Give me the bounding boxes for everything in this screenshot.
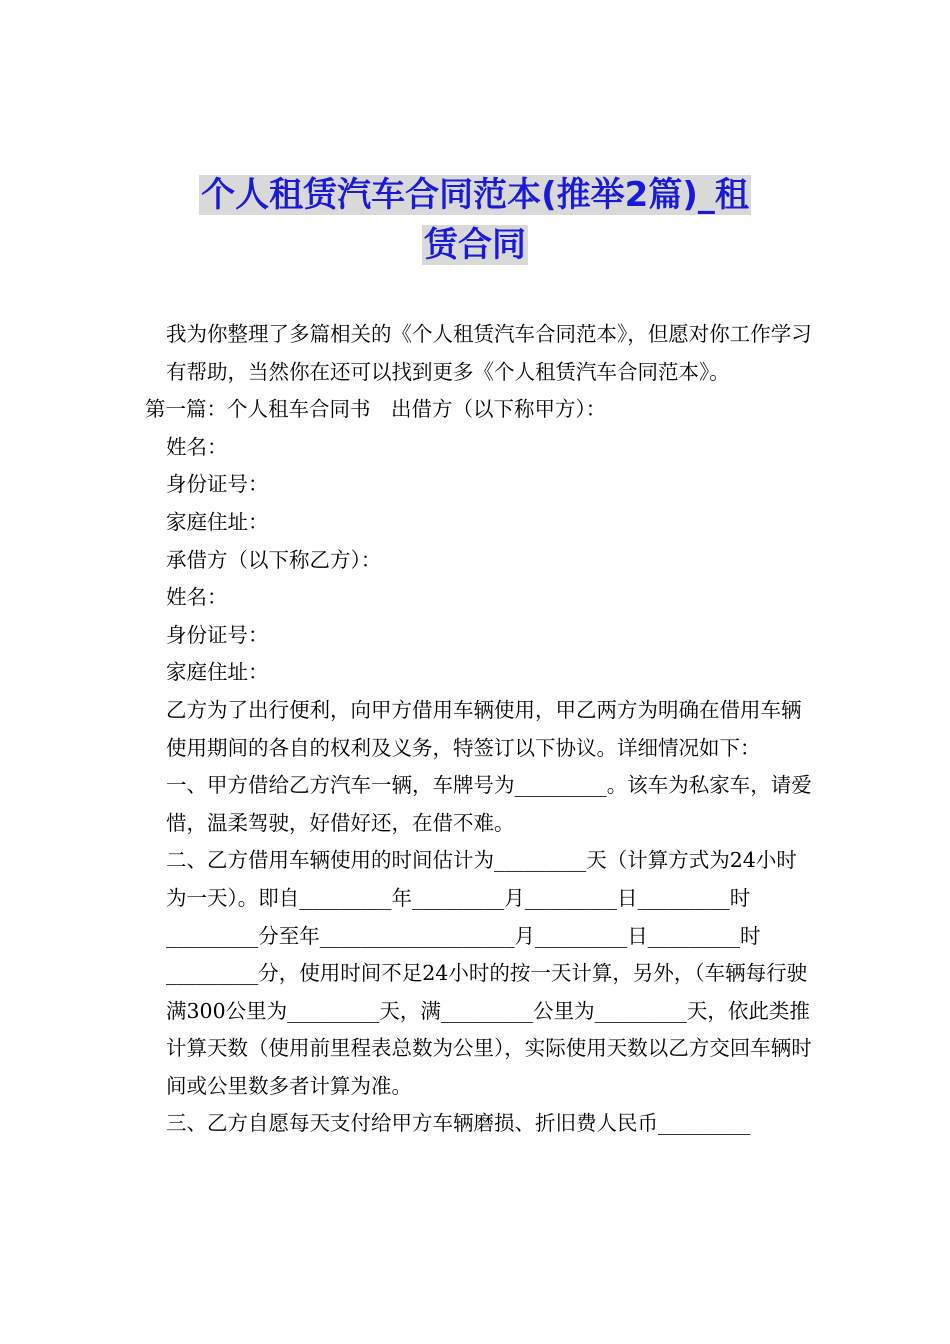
clause-3: 三、乙方自愿每天支付给甲方车辆磨损、折旧费人民币_________ [166, 1111, 751, 1136]
lender-name-field: 姓名： [166, 434, 228, 459]
title-line-2: 赁合同 [424, 225, 526, 265]
lender-id-field: 身份证号： [166, 472, 269, 497]
section-heading: 第一篇：个人租车合同书 出借方（以下称甲方）： [145, 397, 607, 422]
clause-1: 一、甲方借给乙方汽车一辆，车牌号为_________。该车为私家车，请爱惜，温柔驾驶，好借好还，在借不难。 [166, 773, 812, 835]
borrower-name-field: 姓名： [166, 585, 228, 610]
document-title [0, 170, 950, 270]
lender-address-field: 家庭住址： [166, 509, 269, 534]
purpose-paragraph: 乙方为了出行便利，向甲方借用车辆使用，甲乙两方为明确在借用车辆使用期间的各自的权利及义务，特签订以下协议。详细情况如下： [166, 697, 802, 760]
clause-2: 二、乙方借用车辆使用的时间估计为_________天（计算方式为24小时为一天）。即自_________年_________月_________日_________时_________分至年___________________月_________日_________时_________分，使用时间不足24小时的按一天计算，另外，（车辆每行驶满300公里为_________天，满_________公里为_________天，依此类推计算天数（使用前里程表总数为公里），实际使用天数以乙方交回车辆时间或公里数多者计算为准。 [166, 848, 812, 1098]
intro-paragraph: 我为你整理了多篇相关的《个人租赁汽车合同范本》，但愿对你工作学习有帮助，当然你在还可以找到更多《个人租赁汽车合同范本》。 [166, 322, 812, 384]
title-line-1: 个人租赁汽车合同范本(推举2篇)_租 [201, 175, 749, 215]
borrower-address-field: 家庭住址： [166, 660, 269, 685]
document-body [145, 316, 815, 1143]
borrower-id-field: 身份证号： [166, 622, 269, 647]
borrower-heading: 承借方（以下称乙方）： [166, 547, 382, 572]
